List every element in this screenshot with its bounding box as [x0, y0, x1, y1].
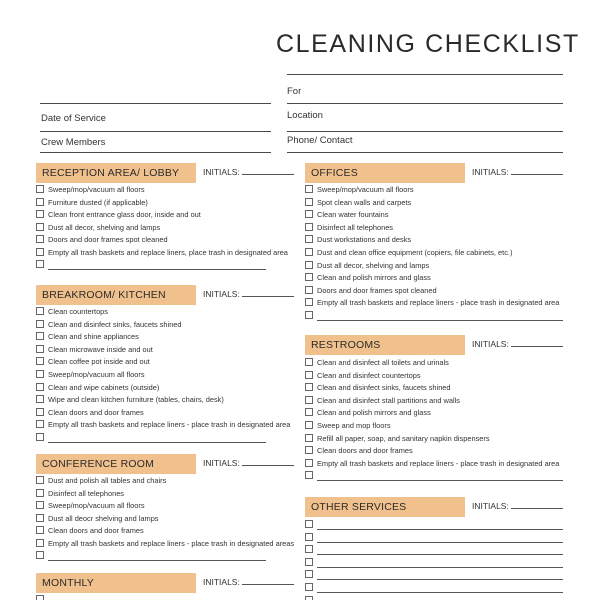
- initials-field[interactable]: [203, 289, 294, 299]
- checkbox[interactable]: [305, 545, 313, 553]
- initials-line[interactable]: [242, 584, 294, 585]
- section-monthly: [36, 573, 300, 593]
- item-text: Dust all decor, shelving and lamps: [48, 222, 161, 232]
- checkbox[interactable]: [36, 551, 44, 559]
- blank-field-line[interactable]: [40, 103, 271, 104]
- location-label: Location: [287, 110, 323, 121]
- checkbox[interactable]: [36, 185, 44, 193]
- checkbox[interactable]: [305, 185, 313, 193]
- item-text: Dust all deocr shelving and lamps: [48, 513, 159, 523]
- write-in-line[interactable]: [317, 480, 563, 481]
- checkbox[interactable]: [305, 223, 313, 231]
- item-text: Clean front entrance glass door, inside and out: [48, 210, 201, 219]
- write-in-line[interactable]: [48, 442, 266, 443]
- initials-field[interactable]: [203, 167, 294, 177]
- checkbox[interactable]: [36, 210, 44, 218]
- item-text: Clean water fountains: [317, 210, 389, 220]
- date-of-service-field-line[interactable]: [40, 131, 271, 132]
- initials-field[interactable]: [203, 577, 294, 587]
- checkbox[interactable]: [305, 198, 313, 206]
- section-header: [305, 163, 575, 183]
- checkbox[interactable]: [305, 261, 313, 269]
- item-text: Clean doors and door frames: [48, 526, 144, 535]
- item-text: Clean and polish mirrors and glass: [317, 273, 431, 283]
- section-reception: [36, 163, 296, 257]
- phone-contact-label: Phone/ Contact: [287, 135, 353, 146]
- checkbox[interactable]: [305, 358, 313, 366]
- initials-label: INITIALS:: [203, 577, 240, 587]
- write-in-line[interactable]: [317, 592, 563, 593]
- checkbox[interactable]: [36, 345, 44, 353]
- item-text: Sweep/mop/vacuum all floors: [48, 501, 145, 510]
- initials-line[interactable]: [242, 174, 294, 175]
- write-in-line[interactable]: [317, 579, 563, 580]
- section-other-services: [305, 497, 575, 517]
- section-title: OTHER SERVICES: [305, 497, 465, 517]
- checkbox[interactable]: [305, 596, 313, 600]
- checkbox[interactable]: [36, 370, 44, 378]
- checkbox[interactable]: [36, 420, 44, 428]
- item-text: Disinfect all telephones: [317, 222, 394, 232]
- item-text: Clean doors and door frames: [48, 407, 144, 417]
- item-text: Disinfect all telephones: [48, 488, 125, 498]
- section-conference-room: [36, 454, 300, 548]
- checkbox[interactable]: [36, 433, 44, 441]
- checkbox[interactable]: [36, 198, 44, 206]
- checkbox[interactable]: [305, 459, 313, 467]
- initials-line[interactable]: [511, 174, 563, 175]
- checkbox[interactable]: [36, 526, 44, 534]
- item-text: Dust and clean office equipment (copiers, file cabinets, etc.): [317, 248, 513, 257]
- checkbox[interactable]: [36, 539, 44, 547]
- section-breakroom: [36, 285, 298, 430]
- for-field-line[interactable]: [287, 103, 563, 104]
- checkbox[interactable]: [305, 434, 313, 442]
- item-text: Clean doors and door frames: [317, 446, 413, 456]
- initials-field[interactable]: [203, 458, 294, 468]
- checkbox[interactable]: [36, 383, 44, 391]
- item-text: Sweep/mop/vacuum all floors: [48, 185, 145, 194]
- initials-label: INITIALS:: [472, 501, 509, 511]
- location-field-line[interactable]: [287, 131, 563, 132]
- checkbox[interactable]: [36, 260, 44, 268]
- initials-field[interactable]: [472, 167, 563, 177]
- item-text: Empty all trash baskets and replace liners, place trash in designated area: [48, 247, 288, 257]
- section-restrooms: [305, 335, 575, 468]
- checkbox[interactable]: [36, 307, 44, 315]
- initials-label: INITIALS:: [203, 458, 240, 468]
- checkbox[interactable]: [36, 248, 44, 256]
- section-header: [305, 335, 575, 355]
- checkbox[interactable]: [36, 332, 44, 340]
- top-right-rule: [287, 74, 563, 75]
- initials-label: INITIALS:: [203, 167, 240, 177]
- item-text: Dust and polish all tables and chairs: [48, 476, 167, 485]
- section-title: OFFICES: [305, 163, 465, 183]
- item-text: Clean and polish mirrors and glass: [317, 408, 431, 418]
- item-text: Dust all decor, shelving and lamps: [317, 260, 430, 270]
- section-header: [36, 573, 300, 593]
- checkbox[interactable]: [305, 421, 313, 429]
- initials-label: INITIALS:: [472, 339, 509, 349]
- item-text: Sweep and mop floors: [317, 421, 391, 430]
- checkbox[interactable]: [36, 514, 44, 522]
- crew-members-field-line[interactable]: [40, 152, 271, 153]
- write-in-line[interactable]: [48, 560, 266, 561]
- checkbox[interactable]: [305, 570, 313, 578]
- initials-field[interactable]: [472, 339, 563, 349]
- checkbox[interactable]: [36, 408, 44, 416]
- initials-line[interactable]: [242, 296, 294, 297]
- item-text: Clean and disinfect sinks, faucets shined: [48, 319, 182, 329]
- checkbox[interactable]: [305, 210, 313, 218]
- section-header: [36, 454, 300, 474]
- item-text: Doors and door frames spot cleaned: [48, 235, 168, 244]
- phone-contact-field-line[interactable]: [287, 152, 563, 153]
- item-text: Empty all trash baskets and replace liners - place trash in designated areas: [48, 538, 295, 548]
- section-header: [36, 163, 296, 183]
- checkbox[interactable]: [305, 558, 313, 566]
- item-text: Clean microwave inside and out: [48, 344, 153, 354]
- initials-line[interactable]: [511, 508, 563, 509]
- checkbox[interactable]: [305, 583, 313, 591]
- initials-field[interactable]: [472, 501, 563, 511]
- item-text: Empty all trash baskets and replace liners - place trash in designated area: [317, 458, 560, 468]
- write-in-line[interactable]: [317, 542, 563, 543]
- checkbox[interactable]: [36, 395, 44, 403]
- write-in-line[interactable]: [317, 567, 563, 568]
- checkbox[interactable]: [305, 371, 313, 379]
- initials-line[interactable]: [242, 465, 294, 466]
- checkbox[interactable]: [36, 501, 44, 509]
- item-text: Sweep/mop/vacuum all floors: [317, 185, 414, 194]
- section-title: CONFERENCE ROOM: [36, 454, 196, 474]
- section-title: RESTROOMS: [305, 335, 465, 355]
- checkbox[interactable]: [36, 357, 44, 365]
- date-of-service-label: Date of Service: [41, 113, 106, 124]
- checkbox[interactable]: [36, 595, 44, 600]
- checkbox[interactable]: [36, 489, 44, 497]
- checkbox[interactable]: [305, 298, 313, 306]
- write-in-line[interactable]: [317, 529, 563, 530]
- item-text: Furniture dusted (if applicable): [48, 197, 148, 207]
- section-title: BREAKROOM/ KITCHEN: [36, 285, 196, 305]
- checkbox[interactable]: [305, 446, 313, 454]
- item-text: Clean coffee pot inside and out: [48, 357, 150, 367]
- initials-label: INITIALS:: [203, 289, 240, 299]
- checkbox[interactable]: [305, 520, 313, 528]
- write-in-line[interactable]: [317, 320, 563, 321]
- for-label: For: [287, 86, 302, 97]
- section-title: RECEPTION AREA/ LOBBY: [36, 163, 196, 183]
- checkbox[interactable]: [305, 286, 313, 294]
- checkbox[interactable]: [36, 320, 44, 328]
- section-title: MONTHLY: [36, 573, 196, 593]
- checkbox[interactable]: [305, 533, 313, 541]
- section-header: [305, 497, 575, 517]
- item-text: Clean and disinfect all toilets and urinals: [317, 358, 449, 367]
- checkbox[interactable]: [305, 383, 313, 391]
- checkbox[interactable]: [305, 408, 313, 416]
- item-text: Clean and shine appliances: [48, 332, 139, 342]
- checkbox[interactable]: [36, 223, 44, 231]
- checkbox[interactable]: [305, 235, 313, 243]
- item-text: Clean and disinfect sinks, faucets shined: [317, 383, 451, 393]
- item-text: Sweep/mop/vacuum all floors: [48, 370, 145, 379]
- checkbox[interactable]: [305, 273, 313, 281]
- item-text: Clean and disinfect stall partitions and walls: [317, 395, 460, 405]
- initials-line[interactable]: [511, 346, 563, 347]
- crew-members-label: Crew Members: [41, 137, 106, 148]
- item-text: Spot clean walls and carpets: [317, 197, 412, 207]
- page-title: CLEANING CHECKLIST: [276, 30, 580, 58]
- initials-label: INITIALS:: [472, 167, 509, 177]
- item-text: Dust workstations and desks: [317, 235, 412, 245]
- item-text: Clean and disinfect countertops: [317, 370, 421, 380]
- checkbox[interactable]: [36, 476, 44, 484]
- write-in-line[interactable]: [48, 269, 266, 270]
- item-text: Empty all trash baskets and replace liners - place trash in designated area: [48, 420, 291, 430]
- item-text: Refill all paper, soap, and sanitary napkin dispensers: [317, 433, 490, 443]
- section-header: [36, 285, 298, 305]
- checkbox[interactable]: [305, 311, 313, 319]
- item-text: Empty all trash baskets and replace liners - place trash in designated area: [317, 298, 560, 308]
- item-text: Wipe and clean kitchen furniture (tables, chairs, desk): [48, 395, 224, 405]
- checkbox[interactable]: [305, 248, 313, 256]
- checkbox[interactable]: [36, 235, 44, 243]
- item-text: Doors and door frames spot cleaned: [317, 285, 437, 295]
- write-in-line[interactable]: [317, 554, 563, 555]
- checkbox[interactable]: [305, 396, 313, 404]
- item-text: Clean and wipe cabinets (outside): [48, 382, 160, 392]
- section-offices: [305, 163, 575, 308]
- checkbox[interactable]: [305, 471, 313, 479]
- item-text: Clean countertops: [48, 307, 108, 316]
